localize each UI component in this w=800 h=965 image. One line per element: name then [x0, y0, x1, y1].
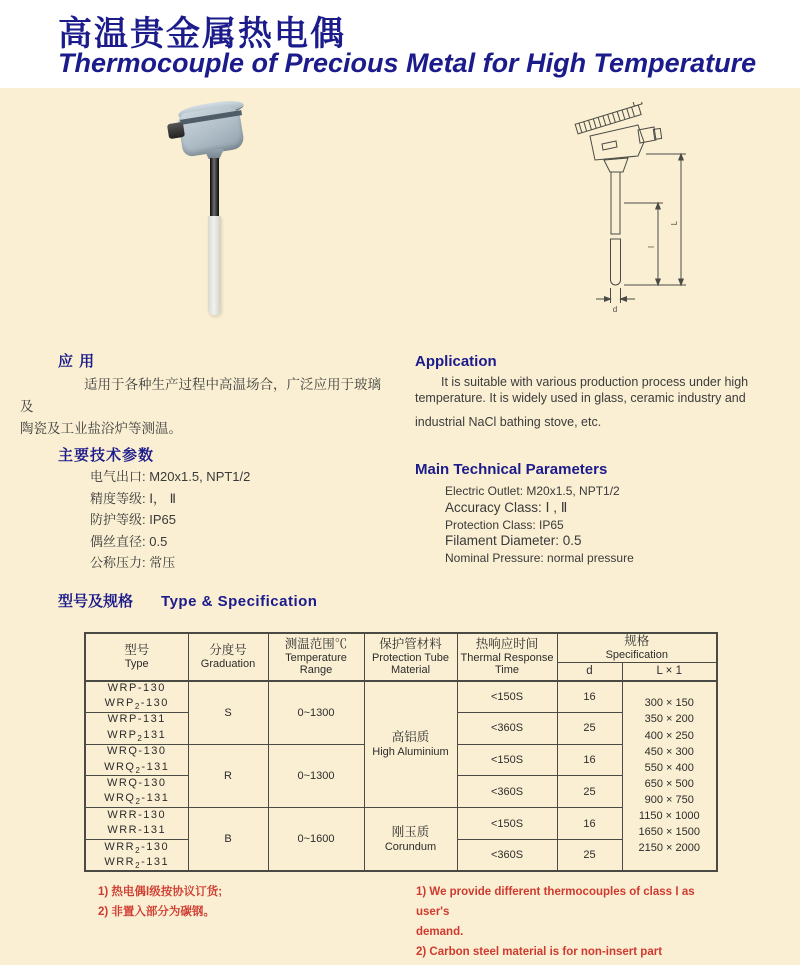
- table-header-row: [85, 633, 717, 662]
- drawing-lower-tube: [611, 239, 621, 285]
- thermal-cell: <360S: [457, 712, 557, 744]
- application-heading-en: Application: [415, 353, 497, 370]
- application-en-line1: It is suitable with various production process under high: [441, 375, 749, 389]
- parameter-item: 防护等级: IP65: [90, 512, 176, 527]
- dimension-label-l: l: [647, 246, 656, 248]
- col-header-temperature-range: 测温范围℃ Temperature Range: [268, 633, 364, 681]
- table-row: [85, 681, 717, 697]
- d-cell: 16: [557, 808, 622, 840]
- application-body-en: [415, 374, 793, 430]
- col-header-type: 型号 Type: [85, 633, 188, 681]
- d-cell: 16: [557, 681, 622, 713]
- thermocouple-dimension-drawing: [568, 102, 698, 320]
- type-cell: $WRP_2131$: [85, 728, 188, 744]
- material-cell: 刚玉质 Corundum: [364, 808, 457, 872]
- type-cell: WRR-130: [85, 808, 188, 824]
- drawing-neck: [604, 158, 628, 172]
- parameters-heading-en: Main Technical Parameters: [415, 461, 608, 478]
- d-cell: 25: [557, 776, 622, 808]
- drawing-upper-tube: [611, 172, 620, 234]
- col-header-protection-tube: 保护管材料 Protection Tube Material: [364, 633, 457, 681]
- thermal-cell: <360S: [457, 776, 557, 808]
- col-header-d: d: [557, 662, 622, 681]
- footnote-zh-1: 1) 热电偶Ⅰ级按协议订货;: [98, 886, 223, 898]
- col-header-specification: 规格 Specification: [557, 633, 717, 662]
- spec-heading-en: Type & Specification: [161, 593, 318, 610]
- parameters-heading-zh: 主要技术参数: [58, 447, 155, 464]
- type-cell: WRP-131: [85, 712, 188, 728]
- application-en-line3: industrial NaCl bathing stove, etc.: [415, 415, 602, 429]
- parameter-item: Accuracy Class: Ⅰ , Ⅱ: [445, 499, 568, 515]
- application-en-line2: temperature. It is widely used in glass, ceramic industry and: [415, 391, 746, 405]
- spec-heading-zh: 型号及规格: [58, 593, 134, 610]
- type-cell: WRQ-130: [85, 776, 188, 792]
- application-zh-line2: 陶瓷及工业盐浴炉等测温。: [20, 421, 182, 436]
- photo-ceramic-tube: [208, 216, 221, 315]
- type-cell: $WRR_2-130$: [85, 839, 188, 855]
- photo-metal-tube: [210, 158, 219, 218]
- parameter-item: Protection Class: IP65: [445, 517, 564, 532]
- page-title-chinese: 高温贵金属热电偶: [58, 15, 346, 53]
- thermal-cell: <150S: [457, 681, 557, 713]
- d-cell: 25: [557, 712, 622, 744]
- footnotes-en: [416, 882, 726, 962]
- parameter-item: 公称压力: 常压: [90, 555, 176, 570]
- col-header-graduation: 分度号 Graduation: [188, 633, 268, 681]
- header-band: [0, 0, 800, 88]
- parameter-item: Filament Diameter: 0.5: [445, 533, 582, 549]
- type-cell: $WRP_2-130$: [85, 696, 188, 712]
- specification-table: [84, 632, 718, 872]
- footnote-en-2: 2) Carbon steel material is for non-insert part: [416, 946, 663, 958]
- thermocouple-photo: [172, 103, 267, 323]
- graduation-cell: R: [188, 744, 268, 808]
- type-cell: WRP-130: [85, 681, 188, 697]
- type-cell: $WRQ_2-131$: [85, 760, 188, 776]
- parameter-item: Electric Outlet: M20x1.5, NPT1/2: [445, 484, 620, 498]
- parameter-item: Nominal Pressure: normal pressure: [445, 551, 634, 566]
- type-cell: $WRR_2-131$: [85, 855, 188, 871]
- spec-section-heading: [58, 590, 317, 611]
- col-header-thermal-response: 热响应时间 Thermal Response Time: [457, 633, 557, 681]
- thermal-cell: <150S: [457, 808, 557, 840]
- col-header-lx: L × 1: [622, 662, 717, 681]
- footnote-zh-2: 2) 非置入部分为碳钢。: [98, 906, 215, 918]
- graduation-cell: B: [188, 808, 268, 872]
- parameters-list-zh: [90, 466, 250, 574]
- dimension-label-d: d: [612, 305, 618, 314]
- parameter-item: 电气出口: M20x1.5, NPT1/2: [90, 469, 251, 484]
- photo-conduit-fitting: [167, 122, 185, 139]
- thermal-cell: <150S: [457, 744, 557, 776]
- page-title-english: Thermocouple of Precious Metal for High Temperature: [58, 48, 757, 78]
- type-cell: WRR-131: [85, 824, 188, 840]
- d-cell: 25: [557, 839, 622, 871]
- temp-range-cell: 0~1600: [268, 808, 364, 872]
- application-zh-line1: 适用于各种生产过程中高温场合，广泛应用于玻璃及: [20, 377, 381, 414]
- drawing-head: [590, 125, 644, 160]
- type-cell: $WRQ_2-131$: [85, 792, 188, 808]
- application-heading-zh: 应 用: [58, 353, 96, 370]
- temp-range-cell: 0~1300: [268, 681, 364, 745]
- footnote-en-1-line1: 1) We provide different thermocouples of class Ⅰ as user's: [416, 886, 695, 918]
- graduation-cell: S: [188, 681, 268, 745]
- thermal-cell: <360S: [457, 839, 557, 871]
- drawing-cap: [575, 105, 641, 134]
- parameters-list-en: [445, 483, 634, 567]
- parameter-item: 精度等级: Ⅰ， Ⅱ: [90, 490, 177, 506]
- material-cell: 高铝质 High Aluminium: [364, 681, 457, 808]
- type-cell: WRQ-130: [85, 744, 188, 760]
- footnote-en-1-line2: demand.: [416, 926, 464, 938]
- footnotes-zh: [98, 882, 222, 922]
- dimension-drawing-svg: [568, 102, 698, 320]
- temp-range-cell: 0~1300: [268, 744, 364, 808]
- d-cell: 16: [557, 744, 622, 776]
- parameter-item: 偶丝直径: 0.5: [90, 533, 168, 549]
- application-body-zh: [20, 374, 388, 440]
- dimension-label-L: L: [670, 220, 679, 226]
- spec-list-cell: 300 × 150 350 × 200 400 × 250 450 × 300 550 × 400 650 × 500 900 × 750 1150 × 1000 1650 × 1500 2150 × 2000: [622, 681, 717, 872]
